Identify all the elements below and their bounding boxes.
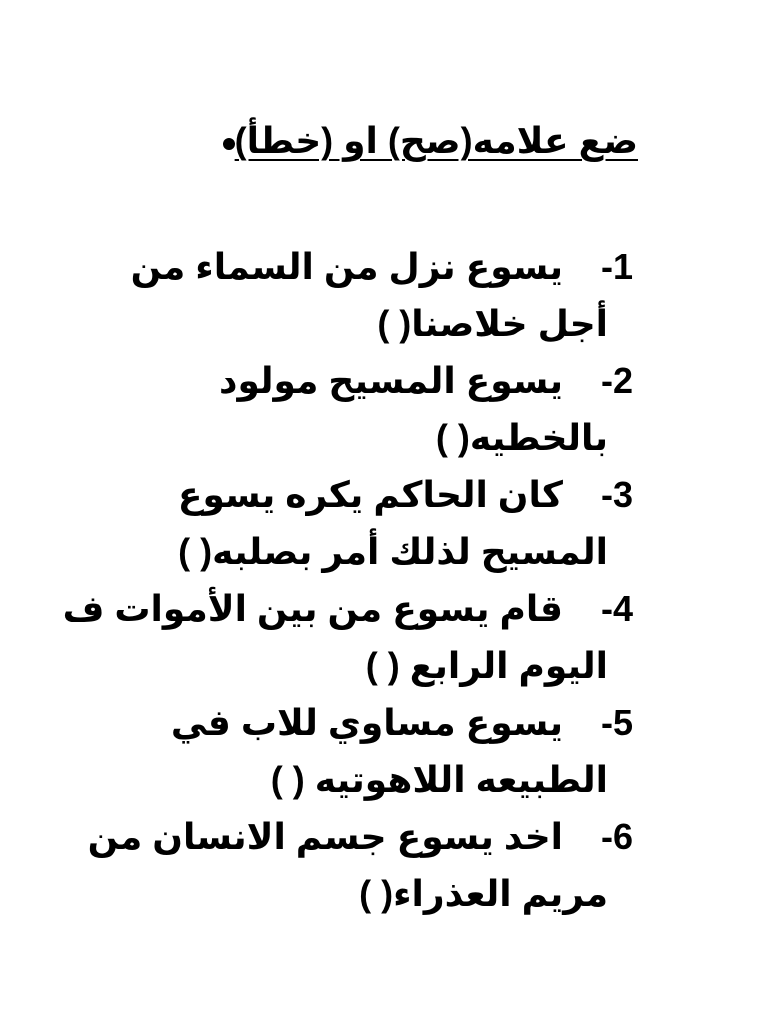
title-row <box>217 120 638 162</box>
bullet-icon <box>223 138 235 150</box>
question-text-line-2: اليوم الرابع ( ) <box>365 645 608 686</box>
question-list <box>62 238 633 922</box>
question-text-line-2: بالخطيه( ) <box>435 417 608 458</box>
question-number: -1 <box>600 246 633 287</box>
question-text-line-2: الطبيعه اللاهوتيه ( ) <box>270 759 608 800</box>
question-item-6 <box>87 808 633 922</box>
question-item-2 <box>113 352 633 466</box>
question-text-line-1: يسوع نزل من السماء من <box>130 246 563 287</box>
question-number: -4 <box>600 588 633 629</box>
question-text-line-1: يسوع المسيح مولود <box>218 360 563 401</box>
question-text-line-1: قام يسوع من بين الأموات ف <box>62 588 563 629</box>
question-item-5 <box>113 694 633 808</box>
question-text-line-2: المسيح لذلك أمر بصلبه( ) <box>178 531 608 572</box>
question-text-line-2: مريم العذراء( ) <box>359 873 608 914</box>
question-number: -5 <box>600 702 633 743</box>
question-text-line-2: أجل خلاصنا( ) <box>377 303 608 344</box>
page-title: ضع علامه(صح) او (خطأ) <box>234 120 638 161</box>
question-text-line-1: اخد يسوع جسم الانسان من <box>87 816 563 857</box>
question-number: -2 <box>600 360 633 401</box>
question-item-3 <box>113 466 633 580</box>
question-text-line-1: يسوع مساوي للاب في <box>170 702 563 743</box>
question-number: -6 <box>600 816 633 857</box>
question-item-4 <box>62 580 633 694</box>
question-number: -3 <box>600 474 633 515</box>
question-item-1 <box>113 238 633 352</box>
question-text-line-1: كان الحاكم يكره يسوع <box>177 474 563 515</box>
